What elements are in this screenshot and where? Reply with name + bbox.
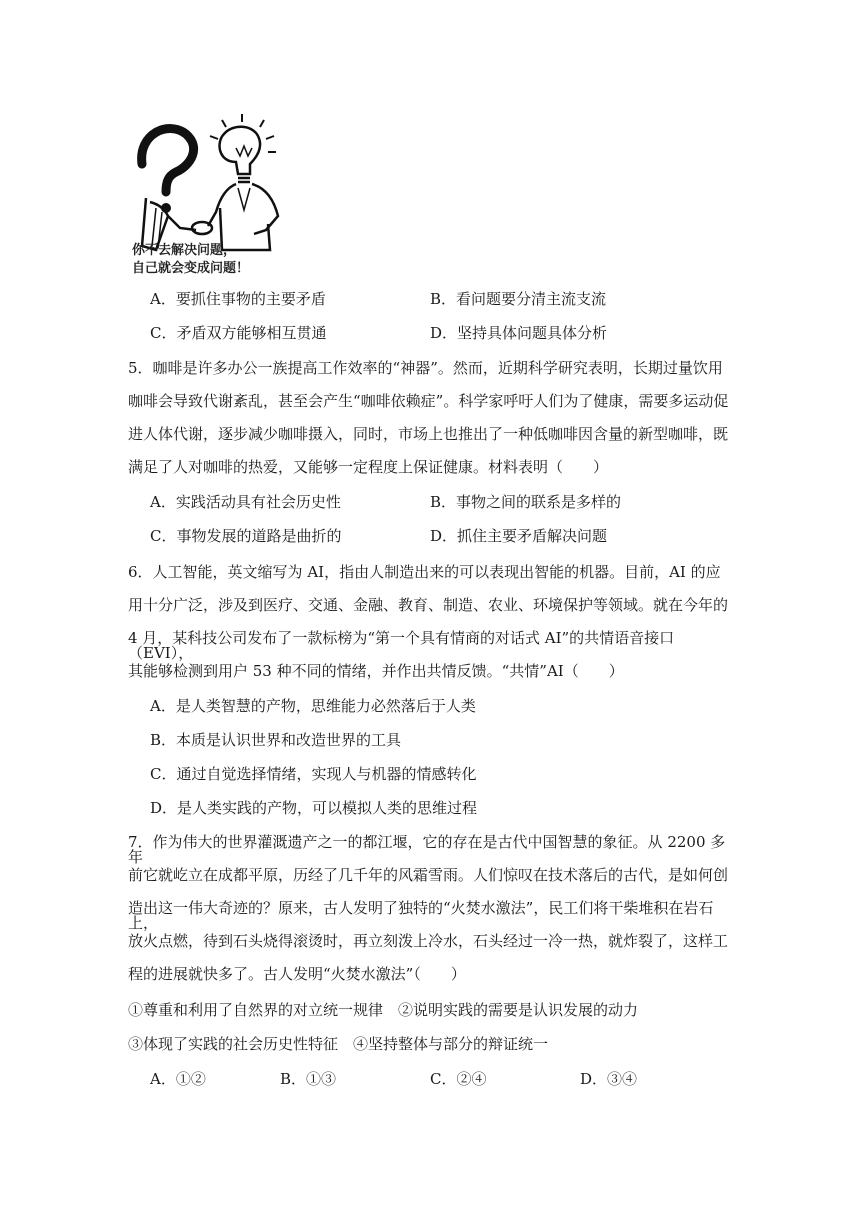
cartoon-caption-line1: 你不去解决问题， bbox=[132, 243, 237, 258]
q4-option-b: B．看问题要分清主流支流 bbox=[430, 290, 607, 308]
q5-option-c: C．事物发展的道路是曲折的 bbox=[150, 527, 342, 545]
q7-stem-line: 前它就屹立在成都平原，历经了几千年的风霜雪雨。人们惊叹在技术落后的古代，是如何创 bbox=[128, 866, 729, 884]
q5-option-b: B．事物之间的联系是多样的 bbox=[430, 493, 622, 511]
q6-option-b: B．本质是认识世界和改造世界的工具 bbox=[150, 731, 402, 749]
q7-option-d: D．③④ bbox=[580, 1070, 638, 1088]
cartoon-caption-line2: 自己就会变成问题！ bbox=[132, 261, 250, 276]
q7-stem-line: 造出这一伟大奇迹的？原来，古人发明了独特的“火焚水激法”，民工们将干柴堆积在岩石上， bbox=[128, 899, 714, 932]
q5-stem-line: 咖啡会导致代谢紊乱，甚至会产生“咖啡依赖症”。科学家呼吁人们为了健康，需要多运动促 bbox=[128, 392, 729, 410]
q7-option-a: A．①② bbox=[150, 1070, 206, 1088]
q6-stem-line: 其能够检测到用户 53 种不同的情绪，并作出共情反馈。“共情”AI（ ） bbox=[128, 662, 624, 680]
q5-option-d: D．抓住主要矛盾解决问题 bbox=[430, 527, 608, 545]
q7-option-b: B．①③ bbox=[280, 1070, 337, 1088]
q6-stem-line: 用十分广泛，涉及到医疗、交通、金融、教育、制造、农业、环境保护等领域。就在今年的 bbox=[128, 596, 729, 614]
q6-stem-line: 4 月，某科技公司发布了一款标榜为“第一个具有情商的对话式 AI”的共情语音接口（EVI）， bbox=[128, 629, 675, 662]
light-bulb-icon bbox=[210, 114, 276, 182]
q5-stem-line: 进人体代谢，逐步减少咖啡摄入，同时，市场上也推出了一种低咖啡因含量的新型咖啡，既 bbox=[128, 425, 729, 443]
q5-option-a: A．实践活动具有社会历史性 bbox=[150, 493, 341, 511]
q5-stem-line: 5．咖啡是许多办公一族提高工作效率的“神器”。然而，近期科学研究表明，长期过量饮用 bbox=[128, 359, 723, 377]
q6-option-d: D．是人类实践的产物，可以模拟人类的思维过程 bbox=[150, 799, 478, 817]
q4-option-d: D．坚持具体问题具体分析 bbox=[430, 324, 608, 342]
q7-statement-line: ③体现了实践的社会历史性特征 ④坚持整体与部分的辩证统一 bbox=[128, 1035, 549, 1053]
q6-option-c: C．通过自觉选择情绪，实现人与机器的情感转化 bbox=[150, 765, 477, 783]
question-mark-icon bbox=[142, 129, 194, 192]
q7-stem-line: 放火点燃，待到石头烧得滚烫时，再立刻泼上冷水，石头经过一冷一热，就炸裂了，这样工 bbox=[128, 932, 729, 950]
q4-option-c: C．矛盾双方能够相互贯通 bbox=[150, 324, 327, 342]
q5-stem-line: 满足了人对咖啡的热爱，又能够一定程度上保证健康。材料表明（ ） bbox=[128, 458, 609, 476]
q4-option-a: A．要抓住事物的主要矛盾 bbox=[150, 290, 326, 308]
q6-stem-line: 6．人工智能，英文缩写为 AI，指由人制造出来的可以表现出智能的机器。目前，AI 的应 bbox=[128, 563, 721, 581]
q7-option-c: C．②④ bbox=[430, 1070, 487, 1088]
q7-statement-line: ①尊重和利用了自然界的对立统一规律 ②说明实践的需要是认识发展的动力 bbox=[128, 1001, 639, 1019]
q7-stem-line: 程的进展就快多了。古人发明“火焚水激法”（ ） bbox=[128, 965, 466, 983]
q7-stem-line: 7．作为伟大的世界灌溉遗产之一的都江堰，它的存在是古代中国智慧的象征。从 2200 多年 bbox=[128, 833, 726, 866]
q6-option-a: A．是人类智慧的产物，思维能力必然落后于人类 bbox=[150, 697, 476, 715]
